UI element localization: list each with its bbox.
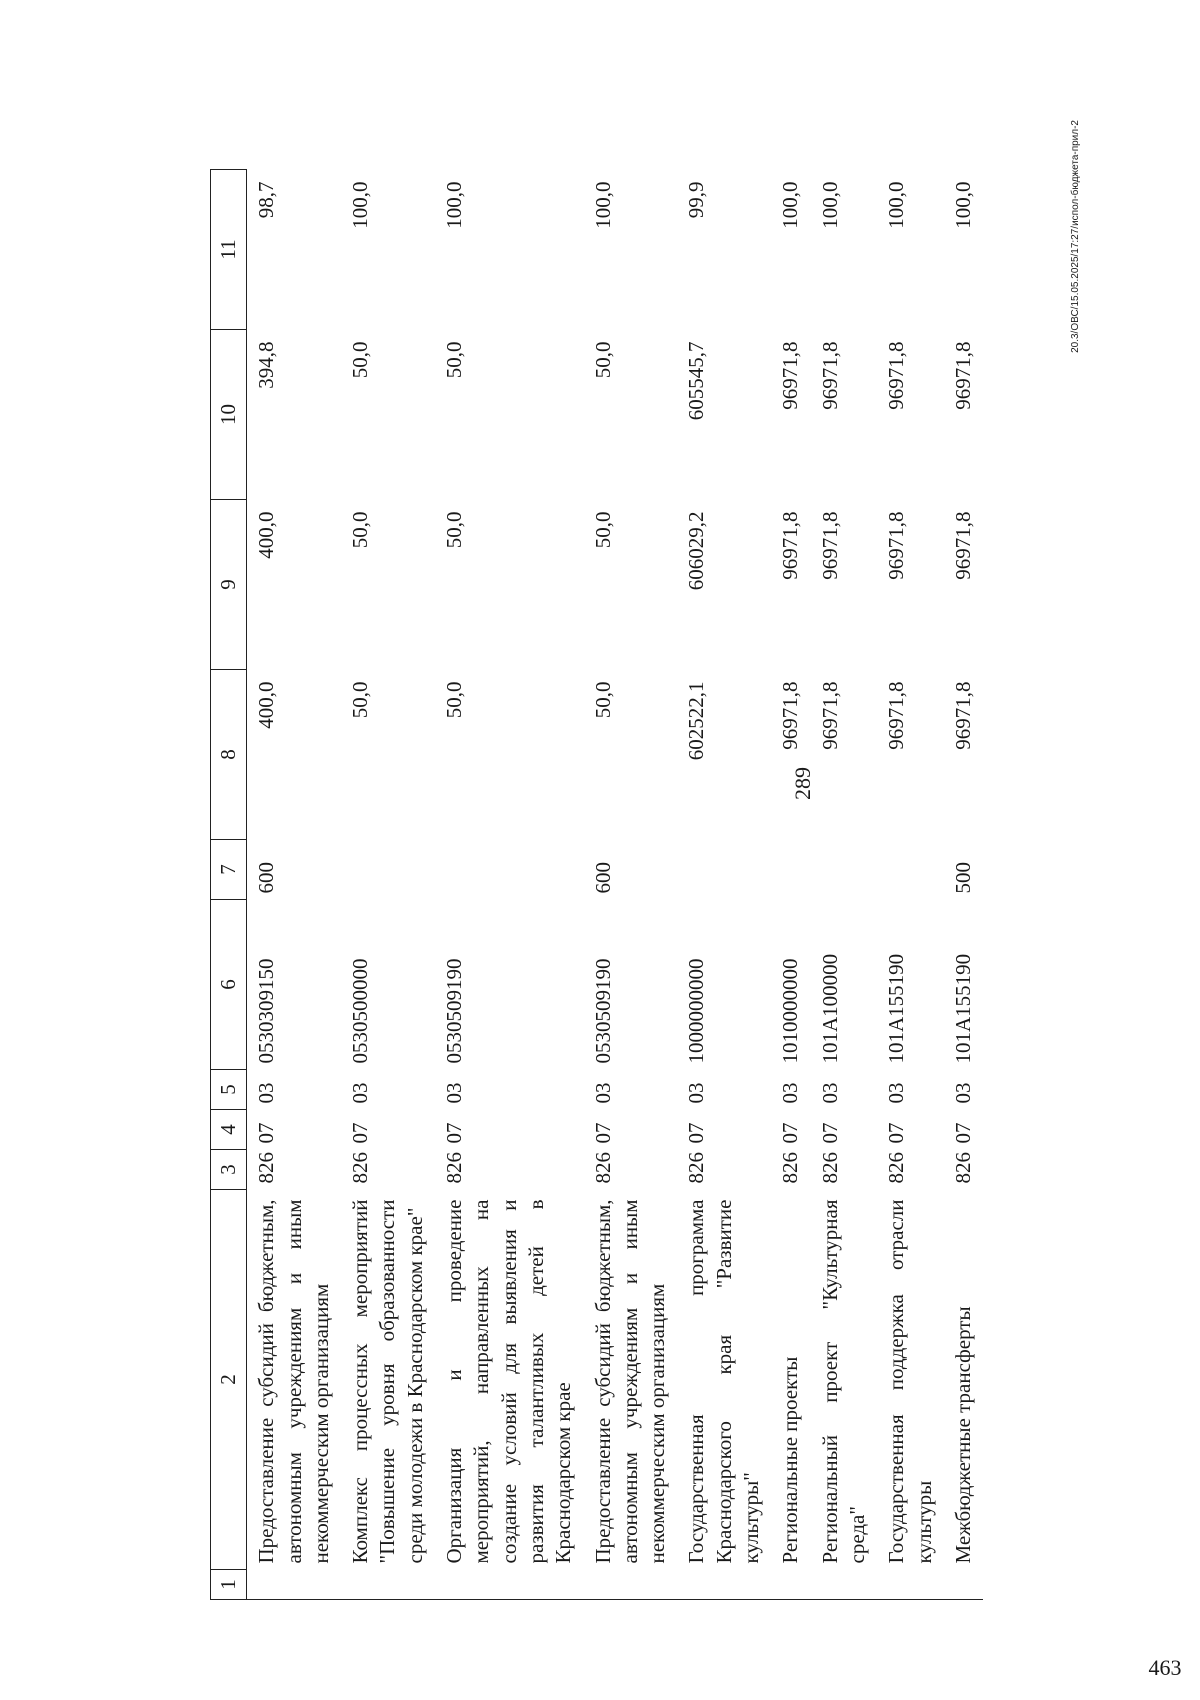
cell-col3: 826	[817, 1152, 842, 1184]
column-header-10: 10	[211, 330, 247, 500]
cell-col1	[435, 1570, 583, 1600]
cell-col3: 826	[348, 1152, 373, 1184]
cell-col8: 96971,8	[950, 681, 975, 750]
cell-name: Государственная программа Краснодарского края "Развитие культуры"	[684, 1199, 764, 1564]
cell-col10: 96971,8	[950, 341, 975, 410]
cell-col7: 600	[590, 862, 615, 894]
cell-col10: 50,0	[442, 341, 467, 379]
column-header-9: 9	[211, 500, 247, 670]
cell-col5: 03	[778, 1082, 803, 1104]
cell-col3: 826	[590, 1152, 615, 1184]
cell-col7: 600	[254, 862, 279, 894]
cell-col8: 50,0	[348, 681, 373, 719]
cell-col7	[811, 840, 878, 900]
cell-col10: 50,0	[348, 341, 373, 379]
page-number-bottom: 463	[1148, 1655, 1182, 1680]
cell-col10: 96971,8	[884, 341, 909, 410]
cell-col4: 07	[817, 1122, 842, 1144]
cell-col9: 96971,8	[950, 511, 975, 580]
cell-col5: 03	[884, 1082, 909, 1104]
cell-col10: 96971,8	[817, 341, 842, 410]
cell-col6: 101A155190	[950, 953, 975, 1064]
table-row	[341, 170, 435, 1600]
cell-col8: 96971,8	[778, 681, 803, 750]
cell-col8: 50,0	[442, 681, 467, 719]
cell-col11: 99,9	[684, 181, 709, 219]
column-header-4: 4	[211, 1110, 247, 1150]
table-row	[944, 170, 983, 1600]
cell-name: Межбюджетные трансферты	[950, 1306, 975, 1564]
cell-col7	[435, 840, 583, 900]
cell-col3: 826	[684, 1152, 709, 1184]
cell-col6: 1000000000	[684, 958, 709, 1064]
cell-name: Региональный проект "Культурная среда"	[817, 1199, 869, 1564]
cell-col10: 605545,7	[684, 341, 709, 421]
cell-col9: 50,0	[590, 511, 615, 549]
column-header-8: 8	[211, 670, 247, 840]
cell-col1	[677, 1570, 771, 1600]
cell-col1	[944, 1570, 983, 1600]
cell-col5: 03	[950, 1082, 975, 1104]
cell-col6: 1010000000	[778, 958, 803, 1064]
cell-col3: 826	[884, 1152, 909, 1184]
column-header-5: 5	[211, 1070, 247, 1110]
cell-col7	[877, 840, 944, 900]
cell-col1	[584, 1570, 678, 1600]
cell-col11: 98,7	[254, 181, 279, 219]
table-row	[247, 170, 341, 1600]
cell-col7	[341, 840, 435, 900]
cell-col10: 394,8	[254, 341, 279, 389]
footer-note: 20.3/ОВС/15.05.2025/17:27/испол-бюджета-прил-2	[1070, 120, 1081, 353]
cell-col11: 100,0	[590, 181, 615, 229]
cell-name: Предоставление субсидий бюджетным, автономным учреждениям и иным некоммерческим организациям	[254, 1199, 333, 1564]
cell-col8: 400,0	[254, 681, 279, 729]
cell-col5: 03	[817, 1082, 842, 1104]
column-header-6: 6	[211, 900, 247, 1070]
cell-name: Предоставление субсидий бюджетным, автономным учреждениям и иным некоммерческим организациям	[590, 1199, 670, 1564]
table-row	[584, 170, 678, 1600]
table-header	[211, 170, 247, 1600]
cell-col3: 826	[950, 1152, 975, 1184]
cell-col1	[341, 1570, 435, 1600]
cell-col1	[877, 1570, 944, 1600]
cell-col1	[811, 1570, 878, 1600]
cell-col8: 96971,8	[884, 681, 909, 750]
column-header-7: 7	[211, 840, 247, 900]
cell-col4: 07	[684, 1122, 709, 1144]
cell-col5: 03	[684, 1082, 709, 1104]
cell-col11: 100,0	[442, 181, 467, 229]
cell-col4: 07	[950, 1122, 975, 1144]
cell-col6: 101A155190	[884, 953, 909, 1064]
column-header-11: 11	[211, 170, 247, 330]
cell-col6: 0530500000	[348, 958, 373, 1064]
cell-col9: 96971,8	[778, 511, 803, 580]
cell-col10: 96971,8	[778, 341, 803, 410]
column-header-3: 3	[211, 1150, 247, 1190]
cell-col5: 03	[254, 1082, 279, 1104]
cell-col7	[771, 840, 810, 900]
cell-col6: 0530309150	[254, 958, 279, 1064]
table-body	[247, 170, 983, 1600]
cell-col8: 50,0	[590, 681, 615, 719]
cell-col11: 100,0	[817, 181, 842, 229]
cell-col5: 03	[442, 1082, 467, 1104]
cell-name: Региональные проекты	[778, 1356, 803, 1564]
cell-col9: 50,0	[442, 511, 467, 549]
cell-col1	[771, 1570, 810, 1600]
cell-col11: 100,0	[950, 181, 975, 229]
cell-col9: 50,0	[348, 511, 373, 549]
cell-name: Комплекс процессных мероприятий "Повышение уровня образованности среди молодежи в Краснодарском крае"	[348, 1199, 427, 1564]
cell-col4: 07	[442, 1122, 467, 1144]
cell-col7: 500	[950, 862, 975, 894]
cell-col6: 0530509190	[590, 958, 615, 1064]
budget-table	[210, 169, 983, 1600]
column-header-1: 1	[211, 1570, 247, 1600]
page-number-top: 289	[790, 767, 815, 800]
cell-col9: 400,0	[254, 511, 279, 559]
cell-col9: 96971,8	[817, 511, 842, 580]
cell-col11: 100,0	[884, 181, 909, 229]
cell-col5: 03	[590, 1082, 615, 1104]
cell-col11: 100,0	[348, 181, 373, 229]
cell-col9: 606029,2	[684, 511, 709, 591]
cell-col4: 07	[254, 1122, 279, 1144]
cell-col3: 826	[442, 1152, 467, 1184]
cell-col7	[677, 840, 771, 900]
table-row	[435, 170, 583, 1600]
cell-col5: 03	[348, 1082, 373, 1104]
table-row	[771, 170, 810, 1600]
cell-col6: 0530509190	[442, 958, 467, 1064]
column-header-2: 2	[211, 1190, 247, 1570]
table-row	[677, 170, 771, 1600]
cell-col4: 07	[778, 1122, 803, 1144]
cell-col10: 50,0	[590, 341, 615, 379]
cell-col9: 96971,8	[884, 511, 909, 580]
cell-name: Государственная поддержка отрасли культуры	[884, 1199, 936, 1564]
cell-col3: 826	[778, 1152, 803, 1184]
cell-col4: 07	[348, 1122, 373, 1144]
cell-col4: 07	[884, 1122, 909, 1144]
rotated-page	[40, 80, 1150, 1700]
cell-name: Организация и проведение мероприятий, направленных на создание условий для выявления и развития талантливых детей в Краснодарском крае	[442, 1199, 576, 1564]
cell-col8: 602522,1	[684, 681, 709, 761]
table-row	[877, 170, 944, 1600]
table-row	[811, 170, 878, 1600]
cell-col11: 100,0	[778, 181, 803, 229]
cell-col6: 101A100000	[817, 953, 842, 1064]
cell-col3: 826	[254, 1152, 279, 1184]
cell-col1	[247, 1570, 341, 1600]
cell-col4: 07	[590, 1122, 615, 1144]
cell-col8: 96971,8	[817, 681, 842, 750]
